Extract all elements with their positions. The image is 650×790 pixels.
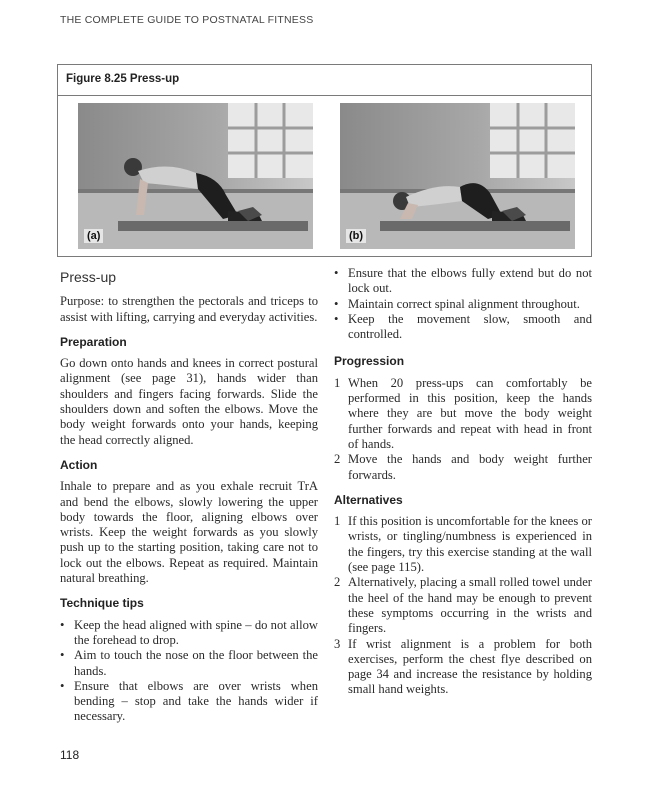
figure-box xyxy=(57,64,592,257)
figure-photo-a xyxy=(78,103,313,249)
list-item: 1 If this position is uncomfortable for the knees or wrists, or tingling/numbness is experienced in the fingers, try this exercise standing at the wall (see page 115). xyxy=(334,514,592,575)
exercise-title: Press-up xyxy=(60,269,117,285)
list-item: 1 When 20 press-ups can comfortably be performed in this position, keep the hands where they are but move the body weight further forwards and repeat with head in front of hands. xyxy=(334,375,592,451)
photo-label-b: (b) xyxy=(346,229,366,243)
purpose-text: Purpose: to strengthen the pectorals and triceps to assist with lifting, carrying and everyday activities. xyxy=(60,294,318,324)
technique-tips-continued xyxy=(334,266,592,342)
page-number: 118 xyxy=(60,748,80,762)
list-item: 3 If wrist alignment is a problem for both exercises, perform the chest flye described on page 34 and increase the resistance by holding small hand weights. xyxy=(334,636,592,697)
left-column xyxy=(60,270,318,725)
right-column xyxy=(334,266,592,698)
list-item: • Aim to touch the nose on the floor between the hands. xyxy=(60,648,318,678)
progression-list xyxy=(334,376,592,483)
action-text: Inhale to prepare and as you exhale recruit TrA and bend the elbows, slowly lowering the upper body towards the floor, aligning elbows over wrists. Keep the weight forwards as you slowly push up to the starting position, taking care not to lock out the elbows. Repeat as required. Maintain natural breathing. xyxy=(60,479,318,586)
technique-tips-heading: Technique tips xyxy=(60,596,144,611)
action-heading: Action xyxy=(60,457,98,472)
technique-tips-list xyxy=(60,618,318,725)
preparation-text: Go down onto hands and knees in correct postural alignment (see page 31), hands wider than shoulders and fingers facing forwards. Slide the shoulders down and soften the elbows. Move the body weight forwards onto your hands, keeping the head correctly aligned. xyxy=(60,356,318,447)
photo-kneeling-start-icon xyxy=(78,103,313,249)
bullet-icon: • xyxy=(334,266,339,280)
list-item: • Keep the head aligned with spine – do not allow the forehead to drop. xyxy=(60,617,318,647)
list-item: 2 Move the hands and body weight further forwards. xyxy=(334,452,592,482)
alternatives-list xyxy=(334,514,592,698)
bullet-icon: • xyxy=(334,296,339,311)
preparation-heading: Preparation xyxy=(60,334,127,349)
alternatives-heading: Alternatives xyxy=(334,492,403,507)
list-item: • Ensure that elbows are over wrists when bending – stop and take the hands wider if necessary. xyxy=(60,678,318,724)
list-item: • Keep the movement slow, smooth and controlled. xyxy=(334,311,592,342)
progression-heading: Progression xyxy=(334,354,405,369)
figure-photo-b xyxy=(340,103,575,249)
photo-lowered-press-up-icon xyxy=(340,103,575,249)
list-item: • Maintain correct spinal alignment throughout. xyxy=(334,296,580,311)
figure-divider xyxy=(58,95,591,96)
photo-label-a: (a) xyxy=(84,229,103,243)
running-head: THE COMPLETE GUIDE TO POSTNATAL FITNESS xyxy=(60,14,314,26)
list-item: • Ensure that the elbows fully extend but do not lock out. xyxy=(334,266,592,296)
list-item: 2 Alternatively, placing a small rolled towel under the heel of the hand may be enough to prevent these symptoms occurring in the wrists and fingers. xyxy=(334,575,592,636)
bullet-icon: • xyxy=(60,678,65,693)
figure-caption: Figure 8.25 Press-up xyxy=(66,73,180,85)
bullet-icon: • xyxy=(60,648,65,663)
bullet-icon: • xyxy=(334,311,339,326)
bullet-icon: • xyxy=(60,617,65,632)
